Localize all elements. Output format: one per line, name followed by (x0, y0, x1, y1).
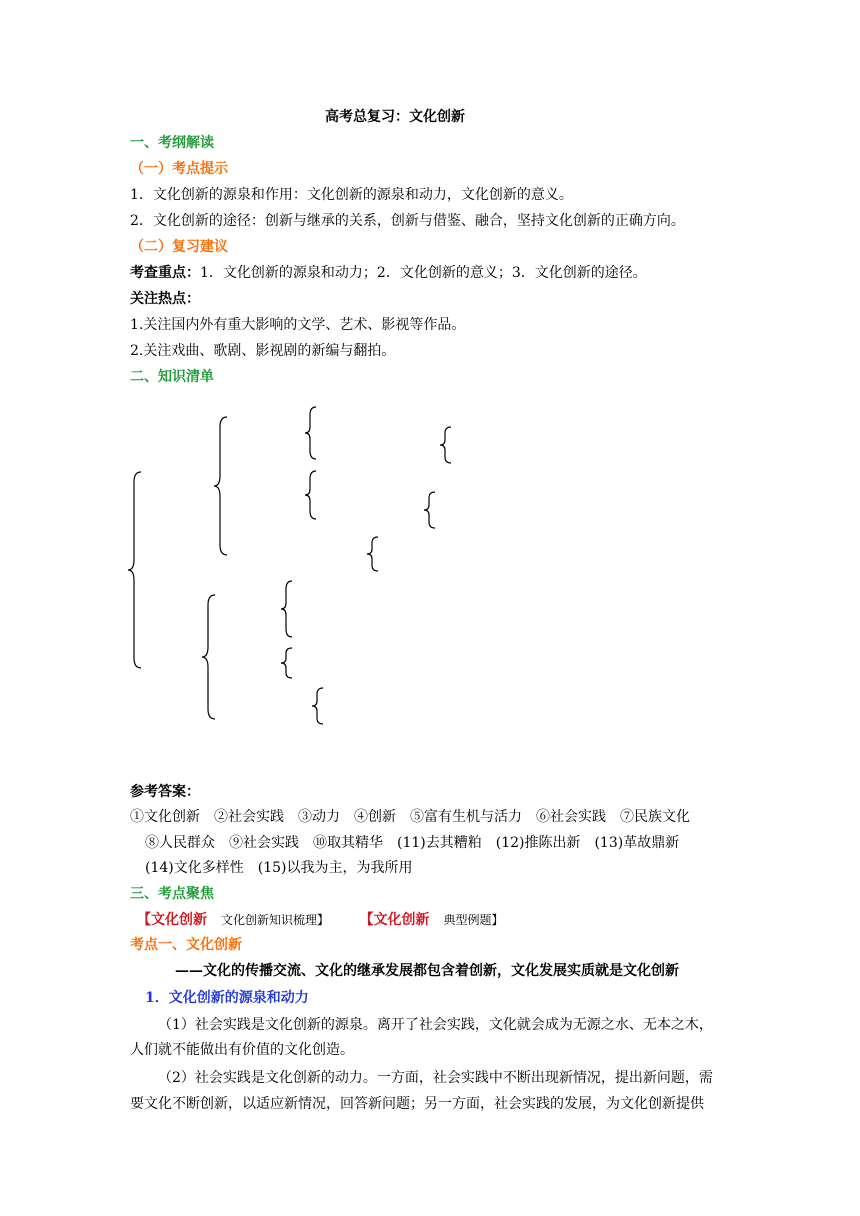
tag-examples-link[interactable]: 【文化创新 典型例题】 (359, 912, 504, 928)
answers-line-3: (14)文化多样性 (15)以我为主，为我所用 (145, 860, 413, 876)
brace-small-3 (305, 471, 317, 519)
hot-item-2: 2.关注戏曲、歌剧、影视剧的新编与翻拍。 (130, 343, 396, 359)
para-2-line-2: 要文化不断创新，以适应新情况，回答新问题；另一方面，社会实践的发展，为文化创新提供 (130, 1096, 704, 1112)
focus-line (130, 263, 647, 283)
hint-item-1: 1．文化创新的源泉和作用：文化创新的源泉和动力，文化创新的意义。 (130, 187, 573, 203)
brace-small-4 (424, 492, 436, 528)
section-heading-3: 三、考点聚焦 (130, 886, 214, 902)
brace-small-5 (367, 537, 379, 571)
point-1-heading: 考点一、文化创新 (130, 937, 242, 953)
para-1-line-2: 人们就不能做出有价值的文化创造。 (130, 1042, 354, 1058)
para-2-line-1: （2）社会实践是文化创新的动力。一方面，社会实践中不断出现新情况，提出新问题，需 (158, 1070, 713, 1086)
focus-text: 1．文化创新的源泉和动力；2．文化创新的意义；3．文化创新的途径。 (200, 265, 647, 281)
answers-line-1: ①文化创新 ②社会实践 ③动力 ④创新 ⑤富有生机与活力 ⑥社会实践 ⑦民族文化 (130, 809, 690, 825)
answers-label: 参考答案： (130, 784, 200, 800)
hint-item-2: 2．文化创新的途径：创新与继承的关系，创新与借鉴、融合，坚持文化创新的正确方向。 (130, 213, 685, 229)
subheading-suggestions: （二）复习建议 (130, 239, 228, 255)
brace-small-6 (281, 581, 293, 637)
tag-knowledge-link[interactable]: 【文化创新 文化创新知识梳理】 (137, 912, 330, 928)
source-heading: 1．文化创新的源泉和动力 (145, 990, 309, 1006)
brace-lower (202, 595, 216, 719)
hot-label: 关注热点： (130, 291, 200, 307)
brace-small-8 (312, 688, 324, 724)
point-1-subtitle: ——文化的传播交流、文化的继承发展都包含着创新，文化发展实质就是文化创新 (175, 963, 679, 979)
hot-item-1: 1.关注国内外有重大影响的文学、艺术、影视等作品。 (130, 317, 466, 333)
subheading-hints: （一）考点提示 (130, 161, 228, 177)
brace-small-1 (305, 407, 317, 459)
answers-line-2: ⑧人民群众 ⑨社会实践 ⑩取其精华 (11)去其糟粕 (12)推陈出新 (13)革故鼎新 (145, 835, 680, 851)
brace-small-2 (440, 427, 452, 463)
brace-small-7 (281, 648, 293, 678)
page-title: 高考总复习：文化创新 (325, 109, 465, 125)
para-1-line-1: （1）社会实践是文化创新的源泉。离开了社会实践，文化就会成为无源之水、无本之木， (158, 1017, 713, 1033)
section-heading-2: 二、知识清单 (130, 369, 214, 385)
brace-upper (214, 417, 228, 555)
focus-label: 考查重点： (130, 265, 200, 281)
brace-main (128, 472, 142, 668)
section-heading-1: 一、考纲解读 (130, 135, 214, 151)
link-tags (137, 910, 503, 930)
